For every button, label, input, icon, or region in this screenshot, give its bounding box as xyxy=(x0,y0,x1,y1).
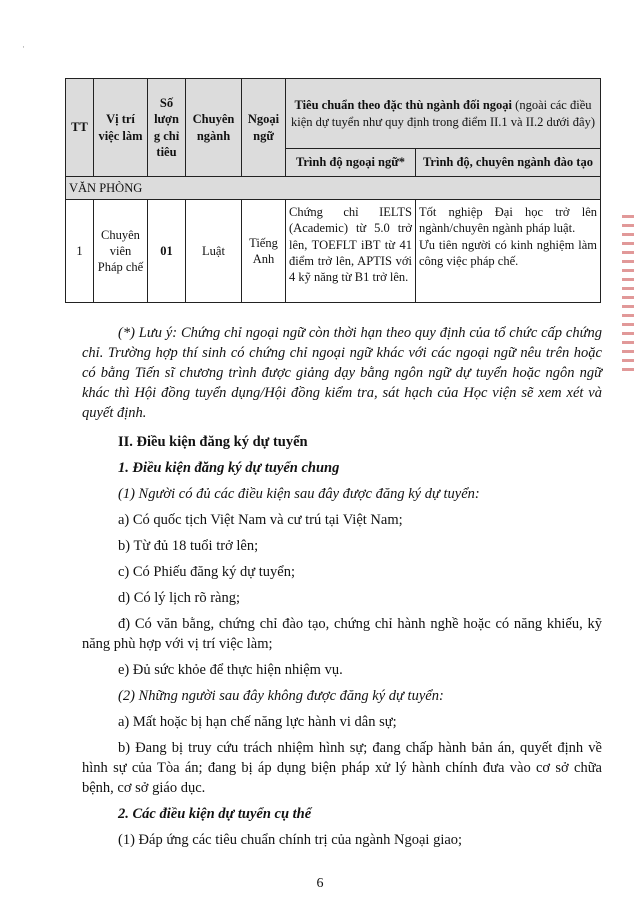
exclusion-item: b) Đang bị truy cứu trách nhiệm hình sự; đang chấp hành bản án, quyết định về hình sự của Tòa án; đang bị áp dụng biện pháp xử lý hành chính đưa vào cơ sở chữa bệnh, cơ sở giáo dục. xyxy=(82,740,602,796)
condition-item: d) Có lý lịch rõ ràng; xyxy=(118,590,241,606)
exclusion-intro: (2) Những người sau đây không được đăng ký dự tuyển: xyxy=(118,688,444,704)
scan-speck: · xyxy=(22,42,25,52)
general-conditions-intro: (1) Người có đủ các điều kiện sau đây được đăng ký dự tuyển: xyxy=(118,486,480,502)
cell-edu-line-1: Tốt nghiệp Đại học trở lên ngành/chuyên ngành pháp luật. xyxy=(419,205,597,236)
condition-item: b) Từ đủ 18 tuổi trở lên; xyxy=(118,538,259,554)
header-standards-title: Tiêu chuẩn theo đặc thù ngành đối ngoại xyxy=(294,98,513,113)
condition-item: đ) Có văn bằng, chứng chỉ đào tạo, chứng chỉ hành nghề hoặc có năng khiếu, kỹ năng phù hợp với vị trí việc làm; xyxy=(82,616,602,652)
exclusion-item: a) Mất hoặc bị hạn chế năng lực hành vi dân sự; xyxy=(118,714,397,730)
header-major: Chuyên ngành xyxy=(186,79,242,177)
header-edu-level: Trình độ, chuyên ngành đào tạo xyxy=(416,149,601,177)
header-standards-note: (ngoài các điều kiện dự tuyển như quy định trong điểm II.1 và II.2 dưới đây) xyxy=(291,98,595,129)
cell-lang-level: Chứng chỉ IELTS (Academic) từ 5.0 trở lên, TOEFLT iBT từ 41 điểm trở lên, APTIS với 4 kỹ năng từ B1 trở lên. xyxy=(286,200,416,303)
table-header-row xyxy=(66,79,601,149)
cell-edu-level xyxy=(416,200,601,303)
header-quota: Số lượn g chỉ tiêu xyxy=(148,79,186,177)
condition-item: e) Đủ sức khỏe để thực hiện nhiệm vụ. xyxy=(118,662,343,678)
subsection-2-heading: 2. Các điều kiện dự tuyển cụ thể xyxy=(118,806,312,822)
page-number: 6 xyxy=(316,876,324,891)
recruitment-table xyxy=(65,78,601,303)
cell-edu-line-2: Ưu tiên người có kinh nghiệm làm công việc pháp chế. xyxy=(419,237,597,268)
cell-language: Tiếng Anh xyxy=(242,200,286,303)
cell-quota: 01 xyxy=(148,200,186,303)
header-standards xyxy=(286,79,601,149)
conditions-section xyxy=(82,432,602,850)
condition-item: c) Có Phiếu đăng ký dự tuyển; xyxy=(118,564,296,580)
specific-condition-item: (1) Đáp ứng các tiêu chuẩn chính trị của ngành Ngoại giao; xyxy=(118,832,463,848)
side-stamp-mark xyxy=(622,215,634,375)
footnote-block xyxy=(82,323,602,423)
header-position: Vị trí việc làm xyxy=(94,79,148,177)
cell-major: Luật xyxy=(186,200,242,303)
header-language: Ngoại ngữ xyxy=(242,79,286,177)
header-lang-level: Trình độ ngoại ngữ* xyxy=(286,149,416,177)
condition-item: a) Có quốc tịch Việt Nam và cư trú tại Việt Nam; xyxy=(118,512,403,528)
cell-tt: 1 xyxy=(66,200,94,303)
section-heading: II. Điều kiện đăng ký dự tuyển xyxy=(118,434,308,450)
section-label: VĂN PHÒNG xyxy=(66,177,601,200)
header-tt: TT xyxy=(66,79,94,177)
subsection-1-heading: 1. Điều kiện đăng ký dự tuyển chung xyxy=(118,460,340,476)
table-section-row xyxy=(66,177,601,200)
cell-position: Chuyên viên Pháp chế xyxy=(94,200,148,303)
footnote-text: (*) Lưu ý: Chứng chỉ ngoại ngữ còn thời hạn theo quy định của tổ chức cấp chứng chỉ. Trường hợp thí sinh có chứng chỉ ngoại ngữ khác với các ngoại ngữ nêu trên hoặc có bằng Tiến sĩ chương trình được giảng dạy bằng ngôn ngữ dự tuyển hoặc ngôn ngữ khác thì Hội đồng tuyển dụng/Hội đồng kiểm tra, sát hạch của Học viện sẽ xem xét và quyết định. xyxy=(82,325,602,421)
table-row xyxy=(66,200,601,303)
